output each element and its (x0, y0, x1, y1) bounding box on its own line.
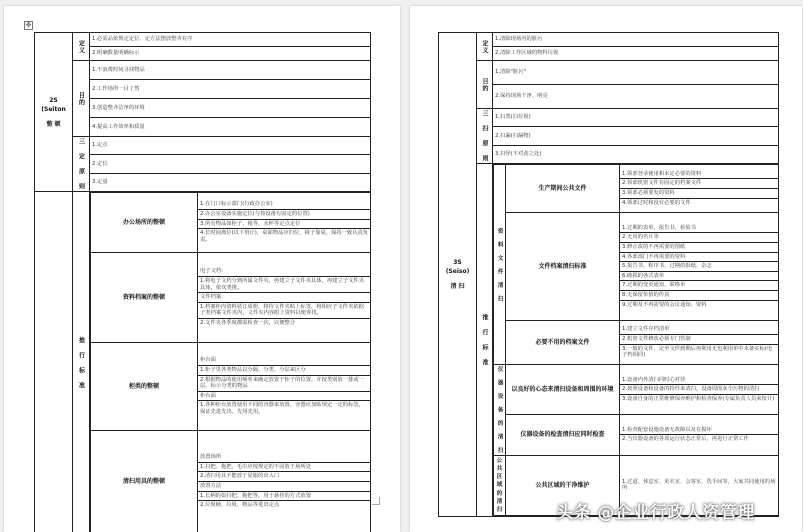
document-page-1 (4, 6, 400, 532)
watermark-text: 头条 @企业行政人资管理 (556, 503, 755, 523)
title-2s: 2S (49, 96, 58, 104)
purpose-item: 4.提高工作效率和质量 (90, 118, 371, 137)
principle-item: 2.定位 (90, 155, 371, 173)
execution-subtable (493, 164, 779, 516)
section-item: 3.设备自身的正常维修保养维护和检查保养(专属负责人员来按计) (622, 395, 775, 402)
section-title-cleaning-tools: 清扫用具的整顿 (91, 431, 198, 532)
principle-item: 3.定量 (90, 173, 371, 191)
table-2s-seiton (34, 32, 371, 532)
purpose-item: 2.保持现场干净、明亮 (493, 85, 779, 109)
label-three-principles: 三 扫 原 则 (477, 109, 493, 164)
section-item: 3.一般的文件，定至文件到期后再利用无也利用单中未备实标(电子档相同) (622, 345, 773, 359)
section-item: 2.当仪器设备的各项运行状态正常后，再进行正常工作 (622, 436, 749, 443)
title-qingsao: 清 扫 (450, 283, 465, 291)
title-cell-3s (439, 33, 477, 517)
section-item: 2.垃圾桶、垃圾、物品等进出定点 (200, 502, 280, 509)
section-item: 1.过道、休息室、更衣室、会客室、洗手间等，大家共同使用的场所 (620, 455, 779, 516)
section-item: 柜台面 (198, 356, 371, 366)
title-3s: 3S (453, 259, 462, 267)
section-item: 文件档案: (198, 293, 371, 303)
title-cell-2s (35, 33, 73, 192)
section-title-archive-standard: 文件档案清扫标准 (506, 213, 620, 321)
title-zhengdun: 整 顿 (46, 120, 61, 128)
section-item: 9.过期及不再需要的会议通知、资料 (622, 301, 707, 308)
principle-item: 2.扫漏(扫漏物) (493, 127, 779, 145)
section-item: 1.将电子文档分到所属文件夹，再建立子文件夹具体，再建立子文件夹具体，依次类推。 (198, 277, 371, 293)
section-item: 3.领部必须要发的资料 (620, 189, 779, 199)
section-item: 2.按照设备和设备的特性来清扫，设备周围灰尘污物的清扫 (620, 385, 779, 395)
definition-item: 2.清除工作区域的物料垃圾 (493, 47, 779, 61)
definition-item: 2.明确数量明确标示 (90, 47, 371, 61)
section-title-equipment-attitude: 以良好的心态来清扫设备和周围的环境 (506, 365, 620, 415)
title-seiso: (Seiso) (445, 268, 470, 276)
section-title-cabinet: 柜类的整顿 (91, 343, 198, 431)
definition-item: 1.清除现场内的脏污 (493, 33, 779, 47)
table-3s-seiso (438, 32, 779, 517)
section-item: 2.机密文件修改必须专门管制 (620, 335, 779, 345)
section-item: 2.清扫用具不能放于显眼的出入口 (198, 472, 371, 482)
section-item: 5.报告书、程序书，过期的报纸、杂志 (620, 262, 779, 272)
definition-item: 1.必需品依规定定位、定方法摆放整齐有序 (90, 33, 371, 47)
table-move-handle-icon[interactable]: ✥ (25, 21, 32, 29)
principle-item: 3.扫怪(不对劲之处) (493, 145, 779, 163)
purpose-item: 1.不浪费时间寻找物品 (90, 61, 371, 80)
purpose-item: 2.工作场所一目了然 (90, 80, 371, 99)
section-title-public-area: 公共区域的干净维护 (506, 455, 620, 516)
section-item: 2.文件夹各季度都需检查一次，以便整合 (200, 320, 296, 327)
section-title-equipment-check: 仪器设备的检查清扫应同时检查 (506, 415, 620, 455)
section-item: 1.档案柜内资料装订成册，将待文件夹贴上标签，将相应子文件夹依据子类档案文件夹内，文件夹内容附上资料以便查找。 (198, 303, 371, 319)
label-definition: 定义 (73, 33, 90, 61)
section-item: 2.办公室设备实施定位(与按设备有固定的位置) (198, 210, 371, 220)
section-item: 1.在门口标示部门(行政办公室) (198, 200, 371, 210)
section-item: 7.过期的变更通知、联络单 (620, 281, 779, 291)
label-document-cleaning: 资 料 文 件 清 扫 (494, 165, 506, 365)
section-item: 柜台面 (198, 392, 371, 402)
section-title-production-docs: 生产期间公共文件 (506, 165, 620, 213)
section-item: 6.破损的各式表单 (620, 272, 779, 282)
section-item: 2.无用的名片等 (620, 233, 779, 243)
label-execution-standard: 推 行 标 准 (477, 164, 493, 517)
label-definition: 定义 (477, 33, 493, 61)
label-public-area: 公共 区域 的 清扫 (494, 455, 506, 516)
label-three-principles: 三 定 原 则 (73, 137, 90, 192)
section-item: 1.过期的表单、报告书、检验书 (620, 224, 779, 234)
purpose-item: 3.创造整齐洁净的环境 (90, 99, 371, 118)
purpose-item: 1.清除"脏污" (493, 61, 779, 85)
section-item: 1.柜子里各类物品以分隔、分类、分层来区分 (198, 366, 371, 376)
label-purpose: 目的 (477, 61, 493, 109)
section-title-archive: 资料档案的整顿 (91, 253, 198, 343)
section-item: 1.建立文件存档清单 (620, 325, 779, 335)
section-item: 4.各部部门不再需要的资料 (620, 253, 779, 263)
section-item: 1.检查配套设施设备无故障以及有损坏 (620, 426, 779, 436)
section-item: 3.所有物品如柜子、箱等，水杯等定点定位 (198, 220, 371, 230)
section-item: 1.长柄的如扫把、拖把等，用于悬挂的方式放置 (198, 492, 371, 502)
label-purpose: 目的 (73, 61, 90, 137)
execution-subtable (90, 192, 371, 532)
principle-item: 1.定点 (90, 137, 371, 155)
section-item: 放置方法 (198, 482, 371, 492)
label-equipment-cleaning: 仪 器 设 备 的 清 扫 (494, 365, 506, 456)
section-item: 8.无保留价值的传真 (620, 291, 779, 301)
section-item: 1.设备内外清扫同时心对待 (620, 376, 779, 386)
section-item: 2.领部机密文件有固定的档案文件 (620, 179, 779, 189)
section-item: 1.领部登录使用和未定必要的资料 (620, 170, 779, 180)
section-item: 3.修正改的不再需要的图纸 (620, 243, 779, 253)
section-item: 4.领部过时和没有必要的文件 (622, 199, 691, 206)
section-item: 放置场所 (198, 453, 371, 463)
section-item: 电子文档: (198, 267, 371, 277)
section-title-unused-docs: 必要不用的档案文件 (506, 321, 620, 365)
label-execution-standard: 推 行 标 准 (73, 192, 90, 532)
page-corner-mark (372, 497, 380, 505)
principle-item: 1.扫黑(扫垃圾) (493, 109, 779, 127)
section-item: 1.扫把、拖把、毛巾应按规定的不同放于场所处 (198, 463, 371, 473)
document-page-2 (410, 6, 802, 532)
title-seiton: (Seiton (41, 105, 66, 113)
section-item: 4.长时间离位(以下班计)，桌面物品应归位，椅子靠桌，保持一致认真负责。 (200, 230, 369, 243)
section-item: 2.根据物品的使用频率来确定放置于柜子的位置，并按类别放一排或一层，标示分类的物品 (198, 376, 371, 392)
section-item: 1.各种柜台放置使用不同的容器来放置，容器应加贴规定一定的标签，保证先进先出、先用先用。 (200, 402, 364, 416)
section-title-office: 办公场所的整顿 (91, 193, 198, 253)
